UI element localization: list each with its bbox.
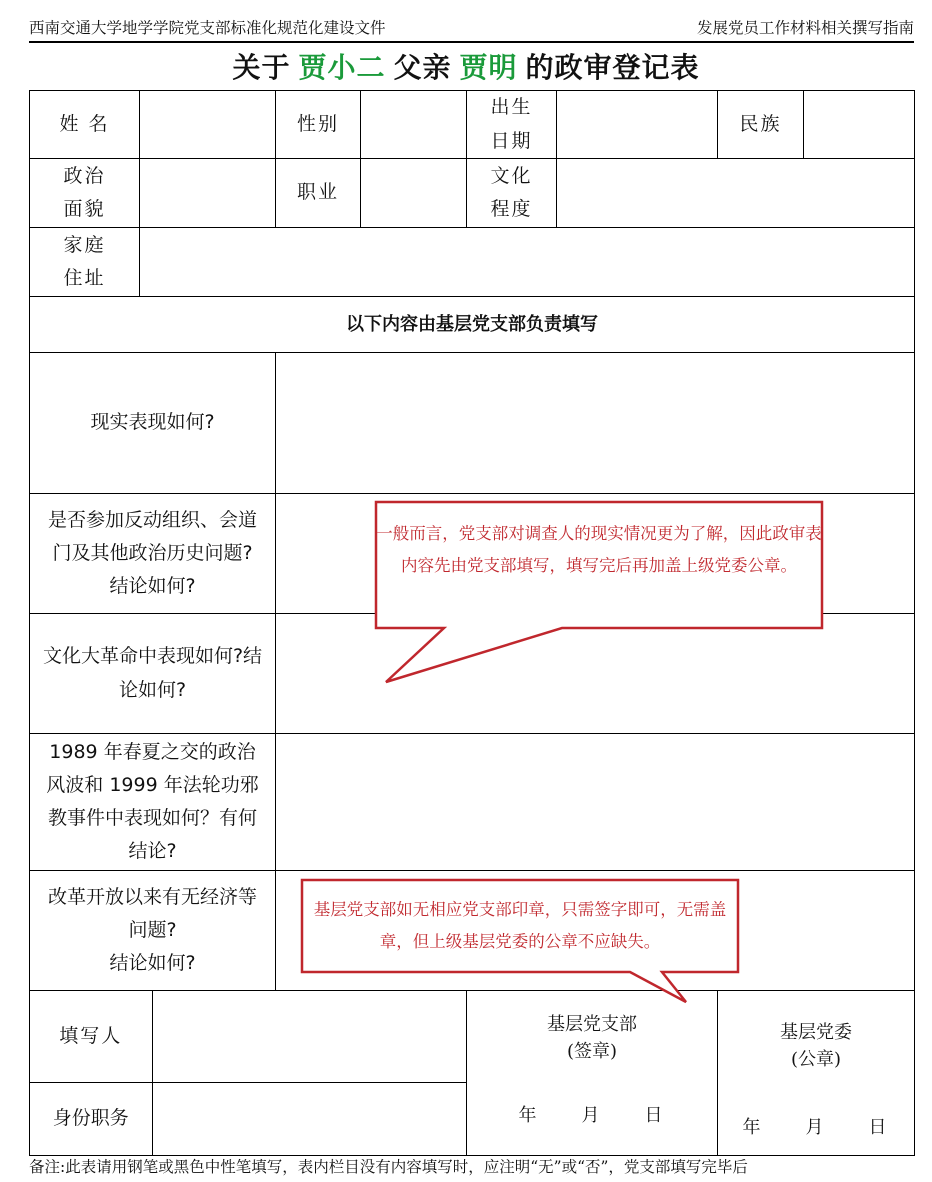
callout-1-text: 一般而言，党支部对调查人的现实情况更为了解，因此政审表内容先由党支部填写，填写完后再加盖上级党委公章。 <box>376 524 822 575</box>
name-label: 姓 名 <box>30 91 140 159</box>
answer-current-behavior[interactable] <box>276 353 915 494</box>
footnote: 备注:此表请用钢笔或黑色中性笔填写，表内栏目没有内容填写时，应注明“无”或“否”，党支部填写完毕后 <box>29 1158 748 1176</box>
branch-label: 基层党支部 <box>547 1014 637 1035</box>
filler-label: 填写人 <box>30 991 152 1082</box>
callout-branch-fills-first <box>376 500 824 690</box>
header-right: 发展党员工作材料相关撰写指南 <box>696 19 914 37</box>
birth-date-label: 出生 日期 <box>467 91 557 159</box>
committee-date: 年 月 日 <box>742 1116 890 1138</box>
gender-field[interactable] <box>361 91 467 159</box>
ethnicity-label: 民族 <box>718 91 804 159</box>
filler-table <box>30 991 466 1155</box>
occupation-field[interactable] <box>361 159 467 228</box>
question-cultural-revolution: 文化大革命中表现如何?结论如何? <box>30 614 276 734</box>
branch-signature-cell[interactable] <box>467 991 718 1156</box>
answer-1989-1999[interactable] <box>276 734 915 871</box>
ethnicity-field[interactable] <box>804 91 915 159</box>
title-person: 贾小二 <box>298 51 386 84</box>
position-field[interactable] <box>152 1082 466 1155</box>
birth-date-field[interactable] <box>557 91 718 159</box>
callout-2-text: 基层党支部如无相应党支部印章，只需签字即可，无需盖章，但上级基层党委的公章不应缺失。 <box>313 900 727 951</box>
committee-seal-block <box>718 1019 914 1073</box>
political-status-label: 政治 面貌 <box>30 159 140 228</box>
question-economic-issues: 改革开放以来有无经济等问题? 结论如何? <box>30 871 276 991</box>
title-relation: 父亲 <box>393 51 452 84</box>
callout-seal-requirement <box>302 878 742 1008</box>
name-field[interactable] <box>140 91 276 159</box>
question-current-behavior: 现实表现如何? <box>30 353 276 494</box>
page-title <box>0 46 932 86</box>
title-suffix: 的政审登记表 <box>525 51 700 84</box>
committee-seal-label: (公章) <box>790 1049 842 1070</box>
section-title: 以下内容由基层党支部负责填写 <box>30 297 915 353</box>
home-address-label: 家庭 住址 <box>30 228 140 297</box>
branch-sign-label: (签章) <box>566 1041 618 1062</box>
branch-date: 年 月 日 <box>518 1104 666 1126</box>
home-address-field[interactable] <box>140 228 915 297</box>
title-prefix: 关于 <box>232 51 291 84</box>
committee-seal-cell[interactable] <box>718 991 915 1156</box>
political-status-field[interactable] <box>140 159 276 228</box>
question-1989-1999: 1989 年春夏之交的政治风波和 1999 年法轮功邪教事件中表现如何？有何结论? <box>30 734 276 871</box>
education-field[interactable] <box>557 159 915 228</box>
title-relative: 贾明 <box>459 51 518 84</box>
header-left: 西南交通大学地学学院党支部标准化规范化建设文件 <box>29 19 386 37</box>
education-label: 文化 程度 <box>467 159 557 228</box>
committee-label: 基层党委 <box>780 1022 852 1043</box>
gender-label: 性别 <box>276 91 361 159</box>
document-header <box>29 8 914 42</box>
branch-signature-block <box>467 1011 717 1065</box>
header-rule <box>29 41 914 43</box>
occupation-label: 职业 <box>276 159 361 228</box>
question-reactionary-orgs: 是否参加反动组织、会道门及其他政治历史问题? 结论如何? <box>30 494 276 614</box>
position-label: 身份职务 <box>30 1082 152 1155</box>
filler-block <box>30 991 467 1156</box>
